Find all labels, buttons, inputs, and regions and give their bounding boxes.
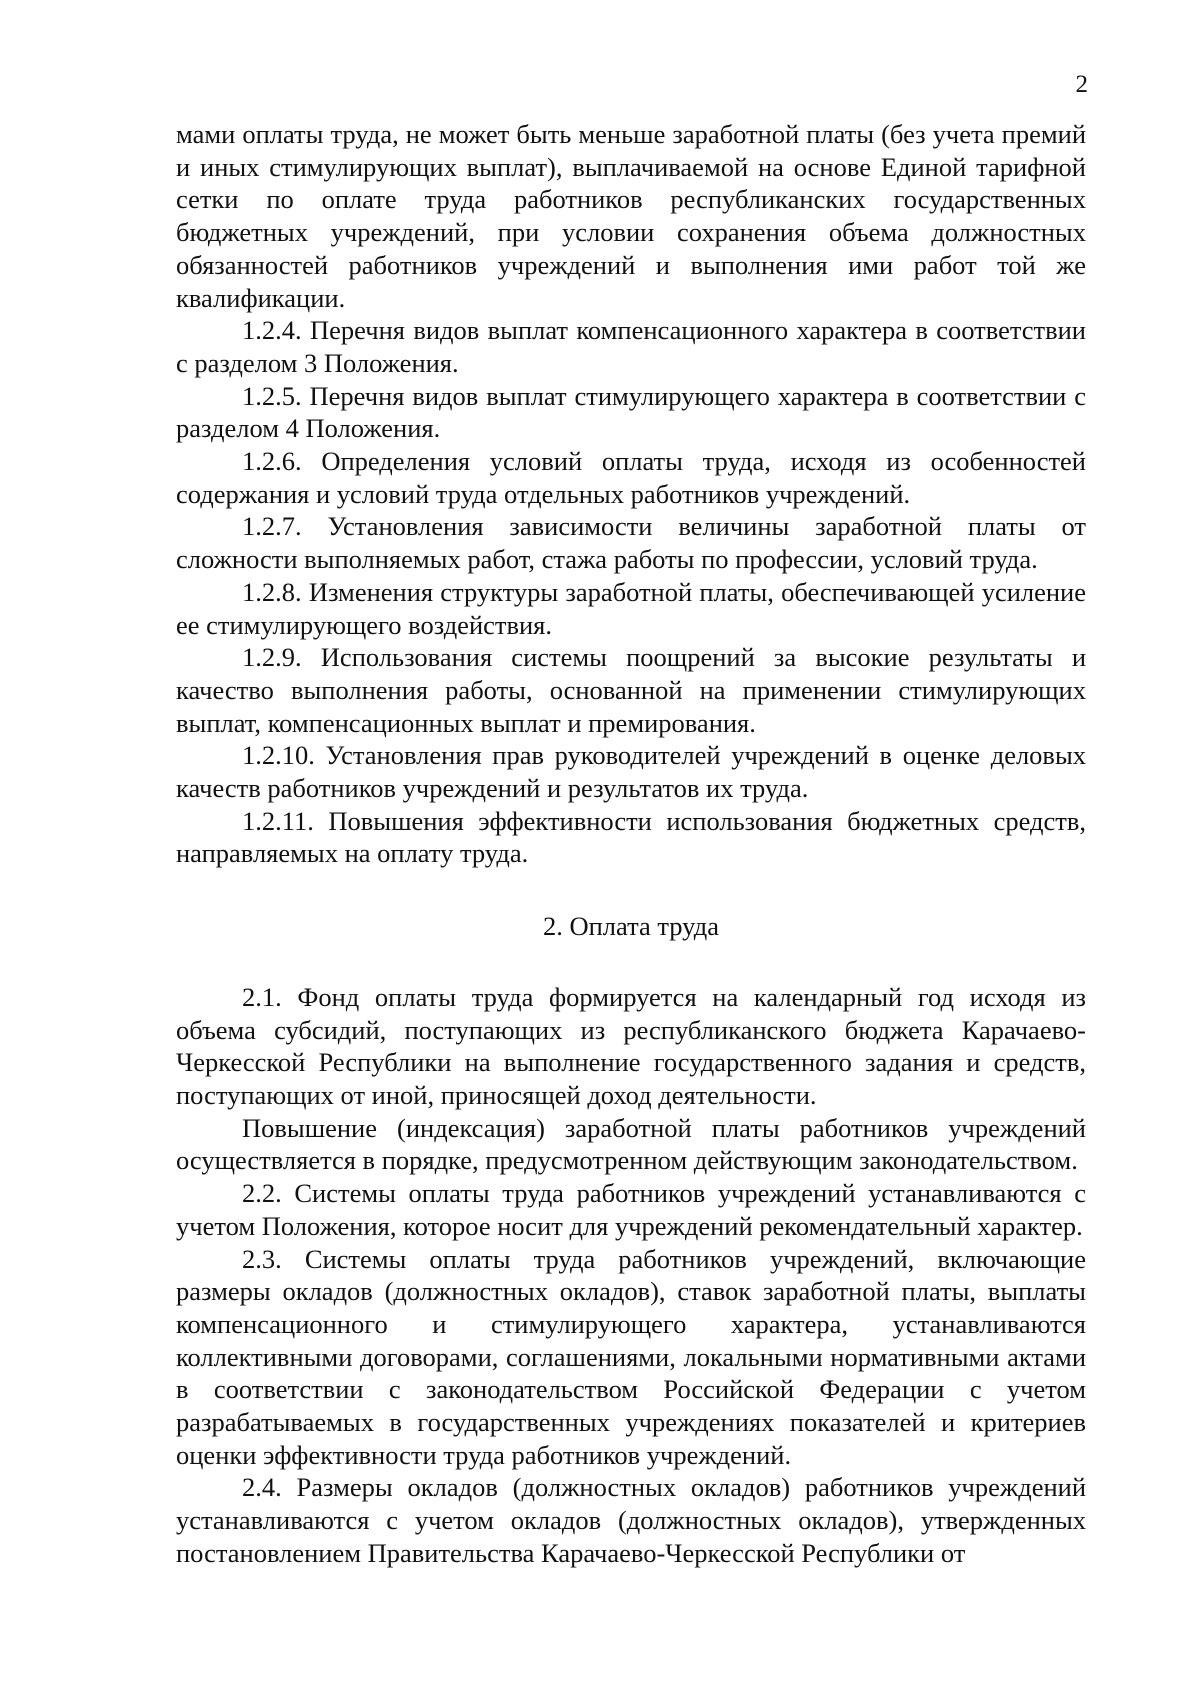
paragraph-1-2-10: 1.2.10. Установления прав руководителей учреждений в оценке деловых качеств работников учреждений и результатов их труда.: [176, 740, 1086, 804]
paragraph-1-2-11: 1.2.11. Повышения эффективности использования бюджетных средств, направляемых на оплату труда.: [176, 805, 1086, 869]
paragraph-1-2-7: 1.2.7. Установления зависимости величины заработной платы от сложности выполняемых работ, стажа работы по профессии, условий труда.: [176, 511, 1086, 575]
paragraph-2-3: 2.3. Системы оплаты труда работников учреждений, включающие размеры окладов (должностных окладов), ставок заработной платы, выплаты компенсационного и стимулирующего характера, устанавливаются коллективными договорами, соглашениями, локальными нормативными актами в соответствии с законодательством Российской Федерации с учетом разрабатываемых в государственных учреждениях показателей и критериев оценки эффективности труда работников учреждений.: [176, 1243, 1086, 1470]
paragraph-continuation: мами оплаты труда, не может быть меньше заработной платы (без учета премий и иных стимулирующих выплат), выплачиваемой на основе Единой тарифной сетки по оплате труда работников республиканских государственных бюджетных учреждений, при условии сохранения объема должностных обязанностей работников учреждений и выполнения ими работ той же квалификации.: [176, 119, 1086, 313]
paragraph-1-2-8: 1.2.8. Изменения структуры заработной платы, обеспечивающей усиление ее стимулирующего воздействия.: [176, 576, 1086, 640]
paragraph-2-4: 2.4. Размеры окладов (должностных окладов) работников учреждений устанавливаются с учетом окладов (должностных окладов), утвержденных постановлением Правительства Карачаево-Черкесской Республики от: [176, 1472, 1086, 1568]
paragraph-indexation: Повышение (индексация) заработной платы работников учреждений осуществляется в порядке, предусмотренном действующим законодательством.: [176, 1112, 1086, 1176]
paragraph-1-2-6: 1.2.6. Определения условий оплаты труда, исходя из особенностей содержания и условий труда отдельных работников учреждений.: [176, 446, 1086, 509]
document-body: [176, 118, 1086, 1570]
page-number: 2: [1075, 71, 1088, 98]
paragraph-2-1: 2.1. Фонд оплаты труда формируется на календарный год исходя из объема субсидий, поступающих из республиканского бюджета Карачаево-Черкесской Республики на выполнение государственного задания и средств, поступающих от иной, приносящей доход деятельности.: [176, 981, 1086, 1110]
paragraph-1-2-4: 1.2.4. Перечня видов выплат компенсационного характера в соответствии с разделом 3 Положения.: [176, 315, 1086, 378]
paragraph-1-2-9: 1.2.9. Использования системы поощрений за высокие результаты и качество выполнения работы, основанной на применении стимулирующих выплат, компенсационных выплат и премирования.: [176, 642, 1086, 738]
paragraph-2-2: 2.2. Системы оплаты труда работников учреждений устанавливаются с учетом Положения, которое носит для учреждений рекомендательный характер.: [176, 1178, 1086, 1241]
section-heading: 2. Оплата труда: [542, 911, 720, 942]
paragraph-1-2-5: 1.2.5. Перечня видов выплат стимулирующего характера в соответствии с разделом 4 Положения.: [176, 380, 1086, 444]
